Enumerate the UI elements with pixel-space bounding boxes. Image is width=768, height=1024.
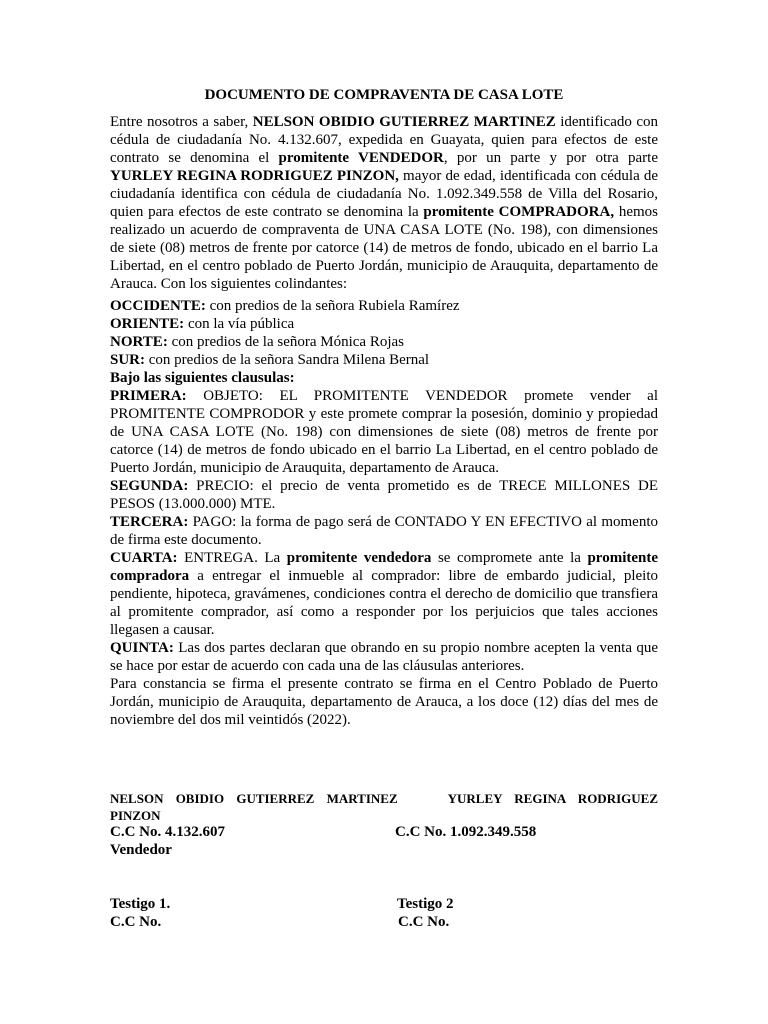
clause-primera <box>110 387 658 477</box>
buyer-cc: C.C No. 1.092.349.558 <box>395 824 537 840</box>
clause-text: se compromete ante la <box>431 550 588 566</box>
clause-bold-term: promitente compradora <box>110 550 659 584</box>
clause-text: a entregar el inmueble al comprador: libre de embardo judicial, pleito pendiente, hipoteca, gravámenes, condiciones contra el derecho de domicilio que transfiera al promitente comprador, así como a responder por los perjuicios que tales acciones llegasen a causar. <box>110 568 658 638</box>
witness2-label: Testigo 2 <box>397 896 454 912</box>
boundary-norte <box>110 333 658 351</box>
clause-text: PRECIO: el precio de venta prometido es de TRECE MILLONES DE PESOS (13.000.000) MTE. <box>110 478 658 512</box>
boundary-text: con predios de la señora Rubiela Ramírez <box>205 298 460 314</box>
boundary-label: ORIENTE: <box>110 316 185 332</box>
intro-text-3: , por un parte y por otra parte <box>443 150 658 166</box>
clause-cuarta <box>110 549 658 639</box>
seller-role: promitente VENDEDOR <box>278 150 444 166</box>
clause-label: SEGUNDA: <box>110 478 189 494</box>
intro-text-2: identificado con cédula de ciudadanía No. 4.132.607, expedida en Guayata, quien para efectos de este contrato se denomina el <box>110 114 659 166</box>
clause-label: TERCERA: <box>110 514 189 530</box>
clause-label: PRIMERA: <box>110 388 187 404</box>
boundary-label: SUR: <box>110 352 146 368</box>
boundary-text: con predios de la señora Mónica Rojas <box>167 334 404 350</box>
intro-text-5: hemos realizado un acuerdo de compraventa de UNA CASA LOTE (No. 198), con dimensiones de siete (08) metros de frente por catorce (14) de metros de fondo, ubicado en el barrio La Libertad, en el centro poblado de Puerto Jordán, municipio de Arauquita, departamento de Arauca. Con los siguientes colindantes: <box>110 204 658 292</box>
boundary-label: OCCIDENTE: <box>110 298 206 314</box>
clauses-heading <box>110 369 658 387</box>
clause-segunda <box>110 477 658 513</box>
clause-text: Las dos partes declaran que obrando en su propio nombre acepten la venta que se hace por estar de acuerdo con cada una de las cláusulas anteriores. <box>110 640 658 674</box>
closing-paragraph: Para constancia se firma el presente contrato se firma en el Centro Poblado de Puerto Jordán, municipio de Arauquita, departamento de Arauca, a los doce (12) días del mes de noviembre del dos mil veintidós (2022). <box>110 676 658 728</box>
boundary-oriente <box>110 315 658 333</box>
buyer-role: promitente COMPRADORA, <box>423 204 615 220</box>
clause-tercera <box>110 513 658 549</box>
seller-name: NELSON OBIDIO GUTIERREZ MARTINEZ <box>252 114 556 130</box>
boundary-text: con predios de la señora Sandra Milena Bernal <box>145 352 430 368</box>
boundary-text: con la vía pública <box>184 316 295 332</box>
clause-text: OBJETO: EL PROMITENTE VENDEDOR promete vender al PROMITENTE COMPRODOR y este promete comprar la posesión, dominio y propiedad de UNA CASA LOTE (No. 198) con dimensiones de siete (08) metros de frente por catorce (14) de metros de fondo ubicado en el barrio La Libertad, en el centro poblado de Puerto Jordán, municipio de Arauquita, departamento de Arauca. <box>110 388 658 476</box>
buyer-signature-name: YURLEY REGINA RODRIGUEZ PINZON <box>110 791 658 823</box>
witness1-cc: C.C No. <box>110 914 162 930</box>
clause-text: ENTREGA. La <box>177 550 287 566</box>
seller-role-label: Vendedor <box>110 842 172 858</box>
clause-label: CUARTA: <box>110 550 178 566</box>
boundary-label: NORTE: <box>110 334 168 350</box>
clauses-heading-text: Bajo las siguientes clausulas: <box>110 370 295 386</box>
seller-signature-name: NELSON OBIDIO GUTIERREZ MARTINEZ <box>110 791 398 806</box>
intro-paragraph <box>110 113 658 293</box>
boundary-sur <box>110 351 658 369</box>
signature-names <box>110 790 658 824</box>
boundary-occidente <box>110 297 658 315</box>
clause-text: PAGO: la forma de pago será de CONTADO Y EN EFECTIVO al momento de firma este documento. <box>110 514 658 548</box>
clause-bold-term: promitente vendedora <box>286 550 432 566</box>
document-body <box>110 113 658 729</box>
witness2-cc: C.C No. <box>398 914 450 930</box>
intro-text-1: Entre nosotros a saber, <box>110 114 253 130</box>
buyer-name: YURLEY REGINA RODRIGUEZ PINZON, <box>110 168 399 184</box>
document-title: DOCUMENTO DE COMPRAVENTA DE CASA LOTE <box>204 87 564 103</box>
witness1-label: Testigo 1. <box>110 896 171 912</box>
seller-cc: C.C No. 4.132.607 <box>110 824 225 840</box>
intro-text-4: mayor de edad, identificada con cédula de ciudadanía identifica con cédula de ciudadanía No. 1.092.349.558 de Villa del Rosario, quien para efectos de este contrato se denomina la <box>110 168 659 220</box>
clause-quinta <box>110 639 658 675</box>
clause-label: QUINTA: <box>110 640 174 656</box>
